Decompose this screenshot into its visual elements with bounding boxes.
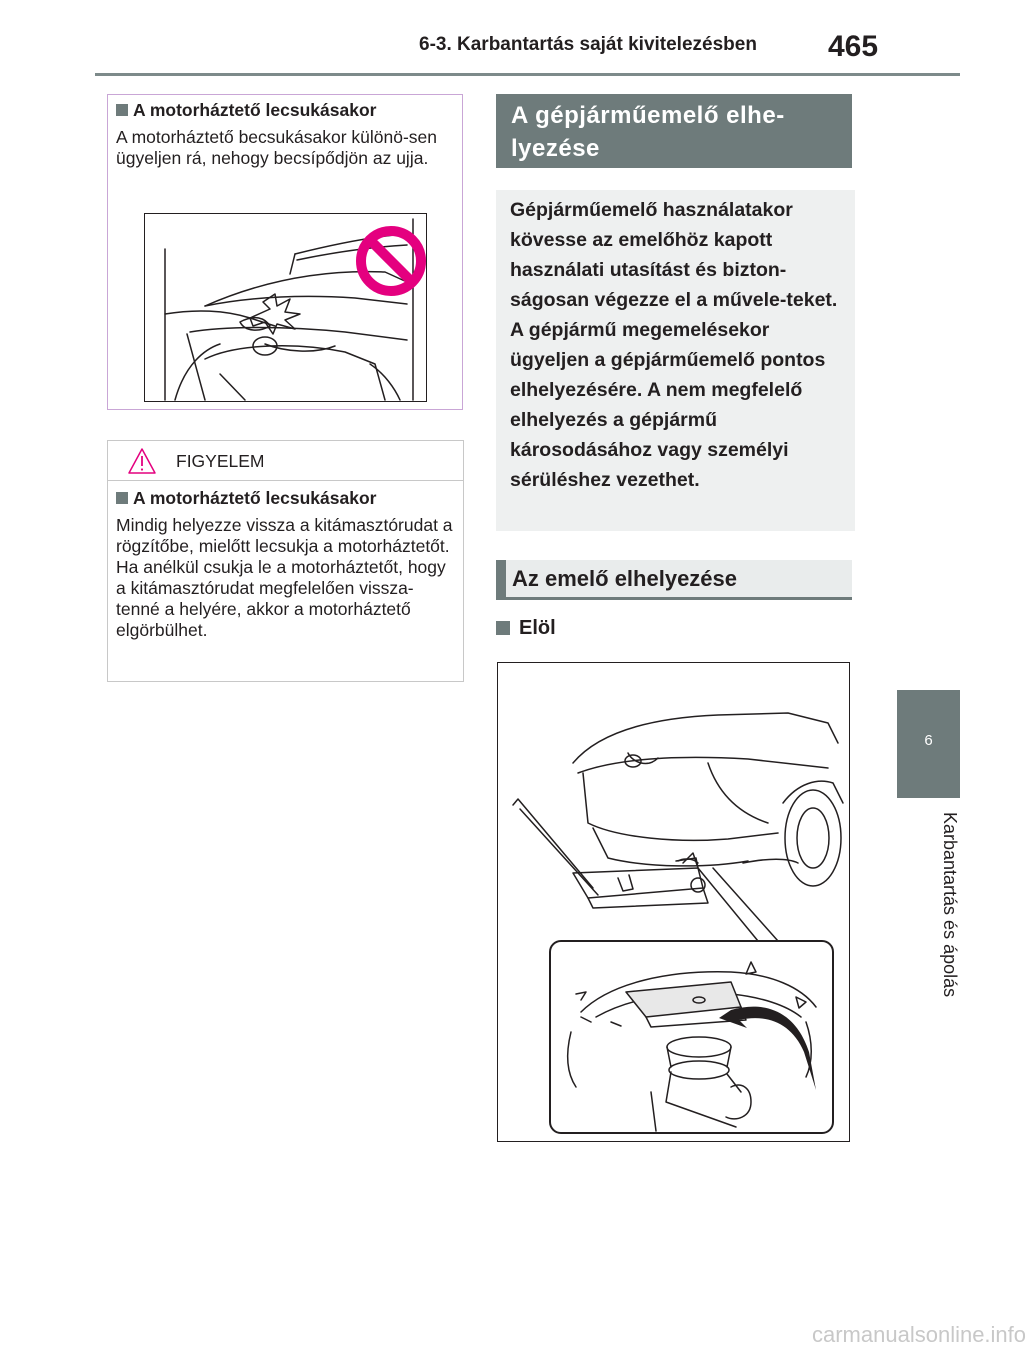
page-number: 465 <box>828 30 879 63</box>
prohibition-icon <box>361 231 421 291</box>
watermark: carmanualsonline.info <box>812 1322 1026 1347</box>
chapter-label: Karbantartás és ápolás <box>940 812 960 998</box>
header-rule <box>95 73 960 76</box>
warning-triangle-icon <box>127 447 157 475</box>
front-heading <box>496 617 556 640</box>
hood-caution-heading-text: A motorháztető lecsukásakor <box>133 100 377 120</box>
front-heading-text: Elöl <box>519 617 556 639</box>
square-bullet-icon <box>116 104 128 116</box>
square-bullet-icon <box>496 621 510 635</box>
warning-text: Mindig helyezze vissza a kitámasztórudat a rögzítőbe, mielőtt lecsukja a motorháztetőt. Ha anélkül csukja le a motorháztetőt, hogy a kitámasztórudat megfelelően vissza-tenné a helyére, akkor a motorháztető elgörbülhet. <box>116 515 453 640</box>
hood-caution-heading <box>116 100 376 121</box>
jack-point-detail <box>549 940 834 1134</box>
warning-heading <box>116 488 376 509</box>
hood-pinch-illustration <box>144 213 427 402</box>
section-placement-title: Az emelő elhelyezése <box>512 566 738 591</box>
section-jack-title: A gépjárműemelő elhe-lyezése <box>511 102 785 162</box>
square-bullet-icon <box>116 492 128 504</box>
hood-caution-text: A motorháztető becsukásakor különö-sen ügyeljen rá, nehogy becsípődjön az ujja. <box>116 127 438 168</box>
warning-box-divider <box>108 480 463 481</box>
warning-label: FIGYELEM <box>176 451 265 471</box>
section-title: 6-3. Karbantartás saját kivitelezésben <box>419 34 757 55</box>
chapter-number: 6 <box>924 732 933 749</box>
jack-note-text: Gépjárműemelő használatakor kövesse az emelőhöz kapott használati utasítást és bizton-ságosan végezze el a művele-teket. A gépjármű megemelésekor ügyeljen a gépjárműemelő pontos elhelyezésére. A nem megfelelő elhelyezés a gépjármű károsodásához vagy személyi sérüléshez vezethet. <box>510 199 838 491</box>
warning-heading-text: A motorháztető lecsukásakor <box>133 488 377 508</box>
